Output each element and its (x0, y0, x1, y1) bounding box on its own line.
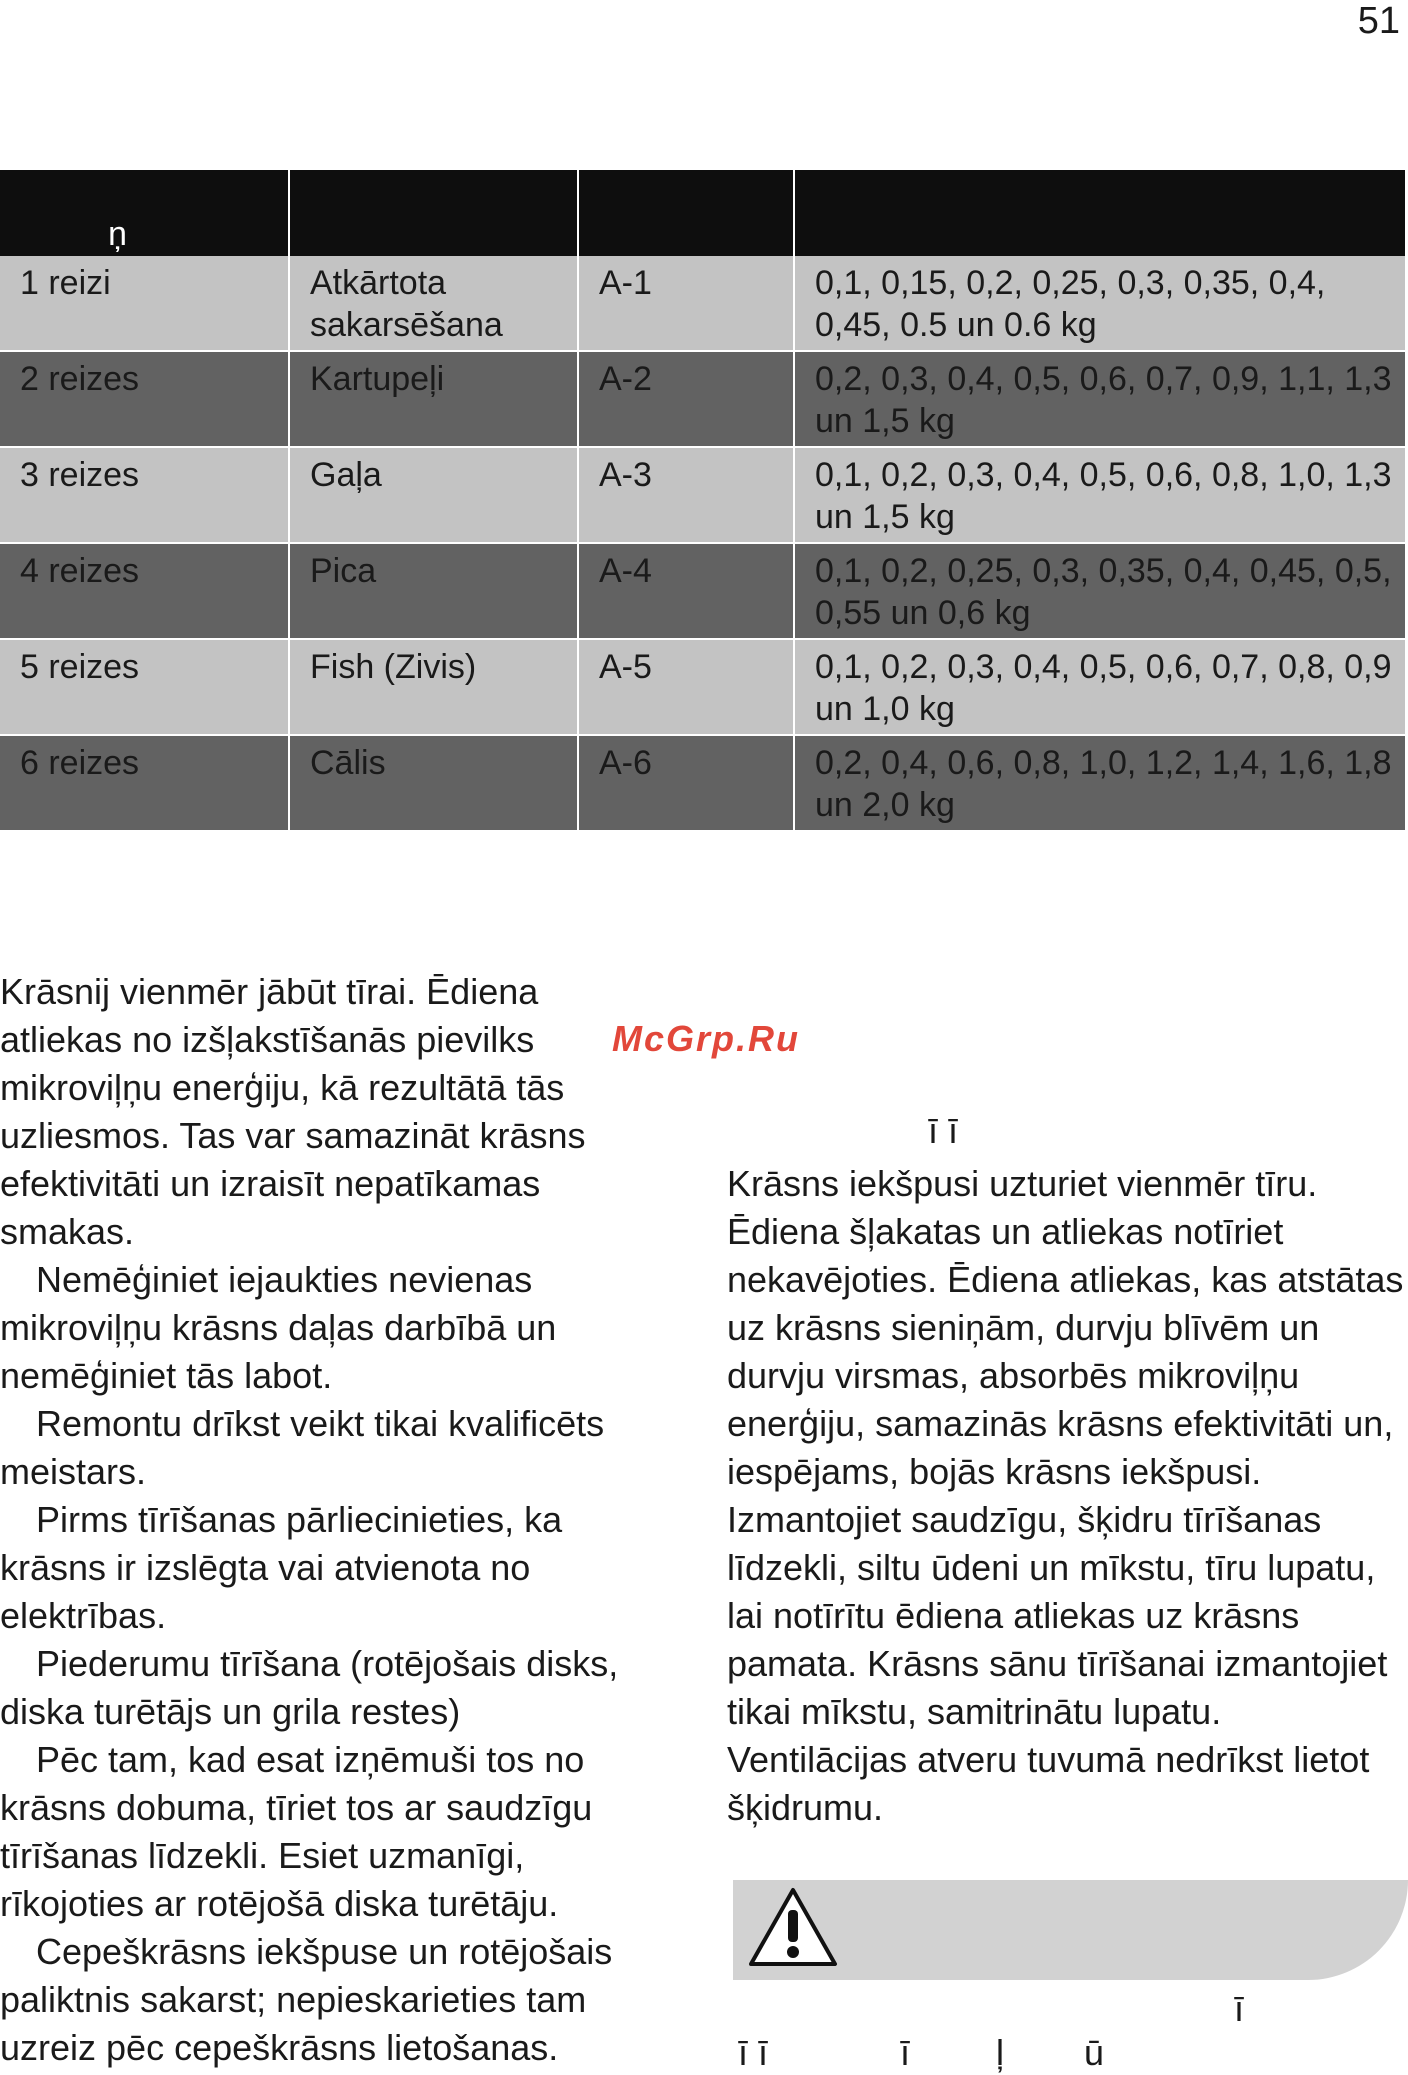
cell-presses: 6 reizes (0, 735, 289, 831)
cell-code: A-5 (578, 639, 794, 735)
cell-presses: 5 reizes (0, 639, 289, 735)
cell-code: A-4 (578, 543, 794, 639)
text-fragment: ī (900, 2032, 911, 2073)
cell-weights: 0,1, 0,2, 0,3, 0,4, 0,5, 0,6, 0,8, 1,0, 1,3 un 1,5 kg (794, 447, 1406, 543)
paragraph: Pēc tam, kad esat izņēmuši tos no krāsns dobuma, tīriet tos ar saudzīgu tīrīšanas līdzekli. Esiet uzmanīgi, rīkojoties ar rotējošā diska turētāju. (0, 1739, 593, 1924)
header-food (289, 170, 578, 256)
cell-code: A-6 (578, 735, 794, 831)
table-header-row (0, 170, 1406, 256)
cell-code: A-2 (578, 351, 794, 447)
cell-presses: 2 reizes (0, 351, 289, 447)
cell-weights: 0,2, 0,4, 0,6, 0,8, 1,0, 1,2, 1,4, 1,6, 1,8 un 2,0 kg (794, 735, 1406, 831)
cell-code: A-3 (578, 447, 794, 543)
cleaning-text-right (727, 1160, 1407, 1832)
table-row (0, 351, 1406, 447)
cell-weights: 0,1, 0,2, 0,3, 0,4, 0,5, 0,6, 0,7, 0,8, 0,9 un 1,0 kg (794, 639, 1406, 735)
header-presses: ņ (0, 170, 289, 256)
table-row (0, 735, 1406, 831)
paragraph: Pirms tīrīšanas pārliecinieties, ka krāsns ir izslēgta vai atvienota no elektrības. (0, 1499, 563, 1636)
warning-box (733, 1880, 1408, 1980)
header-code (578, 170, 794, 256)
header-weight (794, 170, 1406, 256)
text-fragment: ļ (996, 2032, 1004, 2073)
paragraph: Cepeškrāsns iekšpuse un rotējošais paliktnis sakarst; nepieskarieties tam uzreiz pēc cepeškrāsns lietošanas. (0, 1931, 613, 2068)
paragraph: Piederumu tīrīšana (rotējošais disks, diska turētājs un grila restes) (0, 1643, 619, 1732)
cell-weights: 0,1, 0,2, 0,25, 0,3, 0,35, 0,4, 0,45, 0,5, 0,55 un 0,6 kg (794, 543, 1406, 639)
page-number: 51 (1357, 0, 1400, 42)
cell-food: Atkārtota sakarsēšana (289, 256, 578, 351)
cell-food: Cālis (289, 735, 578, 831)
cell-code: A-1 (578, 256, 794, 351)
cell-food: Kartupeļi (289, 351, 578, 447)
table-row (0, 256, 1406, 351)
cell-presses: 3 reizes (0, 447, 289, 543)
paragraph: Nemēģiniet iejaukties nevienas mikroviļņu krāsns daļas darbībā un nemēģiniet tās labot. (0, 1259, 557, 1396)
auto-cook-program-table (0, 170, 1407, 832)
paragraph: Krāsnij vienmēr jābūt tīrai. Ēdiena atliekas no izšļakstīšanās pievilks mikroviļņu enerģiju, kā rezultātā tās uzliesmos. Tas var samazināt krāsns efektivitāti un izraisīt nepatīkamas smakas. (0, 971, 586, 1252)
cell-food: Pica (289, 543, 578, 639)
cell-food: Gaļa (289, 447, 578, 543)
cell-weights: 0,1, 0,15, 0,2, 0,25, 0,3, 0,35, 0,4, 0,45, 0.5 un 0.6 kg (794, 256, 1406, 351)
watermark: McGrp.Ru (612, 1018, 801, 1059)
cell-presses: 4 reizes (0, 543, 289, 639)
text-fragment: ī (1234, 1988, 1245, 2029)
cell-food: Fish (Zivis) (289, 639, 578, 735)
paragraph: Krāsns iekšpusi uzturiet vienmēr tīru. Ēdiena šļakatas un atliekas notīriet nekavējoties. Ēdiena atliekas, kas atstātas uz krāsns sieniņām, durvju blīvēm un durvju virsmas, absorbēs mikroviļņu enerģiju, samazinās krāsns efektivitāti un, iespējams, bojās krāsns iekšpusi. Izmantojiet saudzīgu, šķidru tīrīšanas līdzekli, siltu ūdeni un mīkstu, tīru lupatu, lai notīrītu ēdiena atliekas uz krāsns pamata. Krāsns sānu tīrīšanai izmantojiet tikai mīkstu, samitrinātu lupatu. Ventilācijas atveru tuvumā nedrīkst lietot šķidrumu. (727, 1163, 1404, 1828)
warning-triangle-icon (747, 1886, 839, 1970)
table-row (0, 447, 1406, 543)
cleaning-text-left (0, 968, 660, 2072)
section-heading: ī ī (928, 1110, 959, 1151)
table-row (0, 543, 1406, 639)
text-fragment: ū (1084, 2032, 1105, 2073)
cell-weights: 0,2, 0,3, 0,4, 0,5, 0,6, 0,7, 0,9, 1,1, 1,3 un 1,5 kg (794, 351, 1406, 447)
paragraph: Remontu drīkst veikt tikai kvalificēts meistars. (0, 1403, 605, 1492)
text-fragment: ī ī (738, 2032, 769, 2073)
table-row (0, 639, 1406, 735)
cell-presses: 1 reizi (0, 256, 289, 351)
